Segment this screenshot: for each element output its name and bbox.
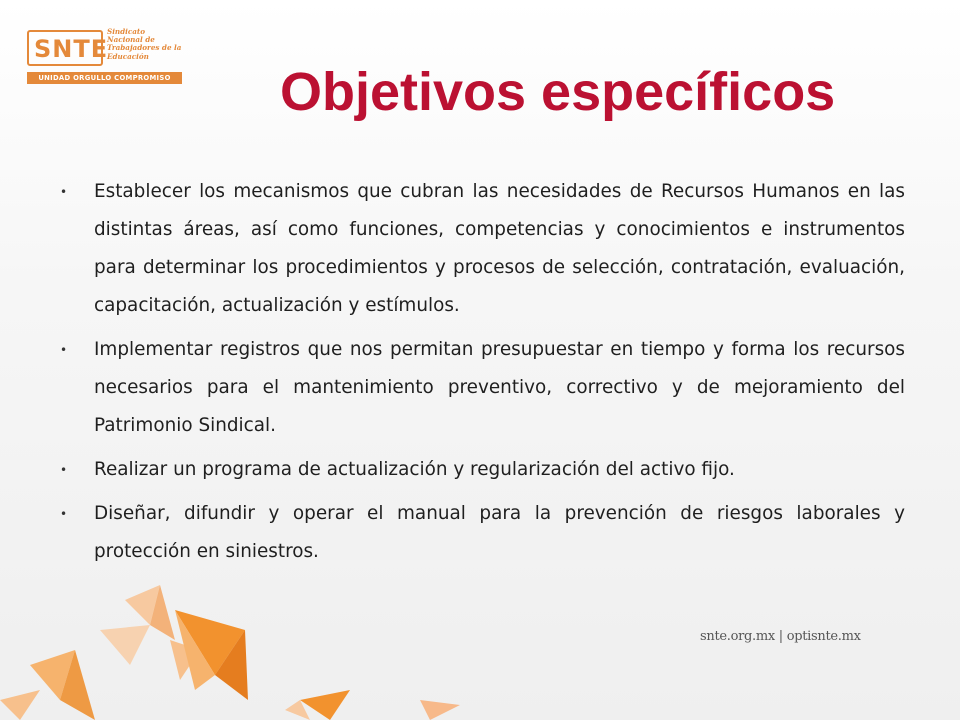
snte-logo-org-name <box>107 28 187 61</box>
bird-shape <box>125 585 160 625</box>
slide-title: Objetivos específicos <box>280 62 836 122</box>
org-name-line: Trabajadores de la <box>107 43 182 53</box>
snte-logo-mark <box>27 30 109 66</box>
bullet-icon: • <box>60 463 68 477</box>
bird-shape <box>150 585 175 640</box>
bird-shape <box>175 610 245 675</box>
list-item <box>60 173 905 325</box>
bird-shape <box>215 630 248 700</box>
org-name-line: Educación <box>107 51 149 61</box>
list-item <box>60 495 905 571</box>
bird-shape <box>300 690 350 720</box>
bird-shape <box>285 700 310 720</box>
objectives-list <box>60 173 905 577</box>
bullet-icon: • <box>60 185 68 199</box>
bird-shape <box>175 610 215 690</box>
list-item-text: Implementar registros que nos permitan presupuestar en tiempo y forma los recursos necesarios para el mantenimiento preventivo, correctivo y de mejoramiento del Patrimonio Sindical. <box>94 339 905 436</box>
bird-shape <box>0 690 40 720</box>
list-item-text: Realizar un programa de actualización y regularización del activo fijo. <box>94 459 735 480</box>
list-item-text: Establecer los mecanismos que cubran las necesidades de Recursos Humanos en las distintas áreas, así como funciones, competencias y conocimientos e instrumentos para determinar los procedimientos y procesos de selección, contratación, evaluación, capacitación, actualización y estímulos. <box>94 181 905 316</box>
snte-logo <box>27 28 185 88</box>
bullet-icon: • <box>60 507 68 521</box>
org-name-line: Nacional de <box>107 35 155 45</box>
snte-logo-motto: UNIDAD ORGULLO COMPROMISO <box>27 72 182 84</box>
org-name-line: Sindicato <box>107 27 146 36</box>
footer-website: snte.org.mx | optisnte.mx <box>700 629 861 644</box>
bird-shape <box>30 650 75 700</box>
bullet-icon: • <box>60 343 68 357</box>
list-item <box>60 451 905 489</box>
bird-shape <box>420 700 460 720</box>
list-item <box>60 331 905 445</box>
bird-shape <box>170 640 200 680</box>
snte-logo-acronym: SNTE <box>34 35 109 63</box>
bird-shape <box>60 650 95 720</box>
bird-shape <box>100 625 150 665</box>
list-item-text: Diseñar, difundir y operar el manual para la prevención de riesgos laborales y protección en siniestros. <box>94 503 905 562</box>
